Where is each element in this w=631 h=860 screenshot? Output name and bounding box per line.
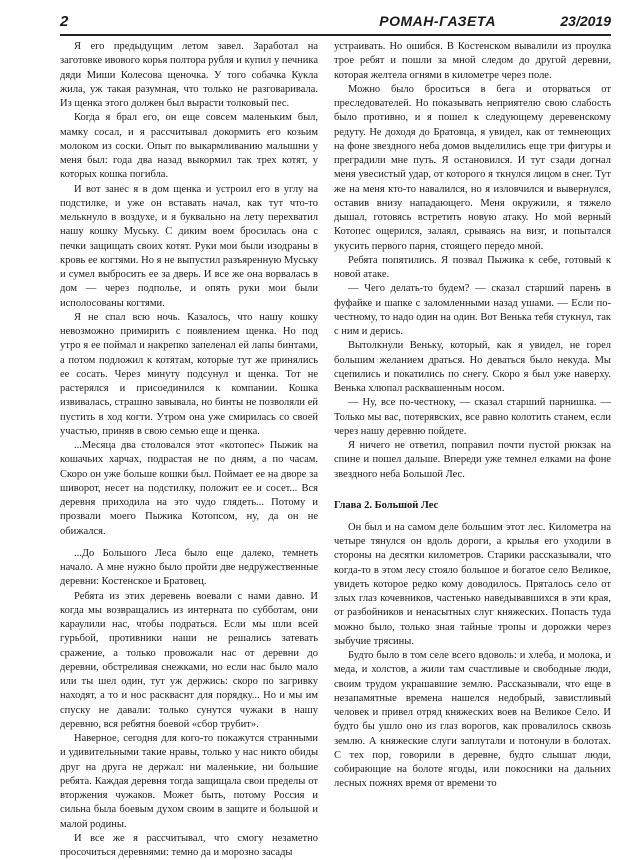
paragraph: Ребята из этих деревень воевали с нами давно. И когда мы возвращались из интерната по субботам, они караулили нас, чтобы подраться. Если мы шли всей гурьбой, противники наши не решались затевать сражение, а только провожали нас от деревни до деревни, обстреливая снежками, но если нас было мало или ты шел один, тут уж держись: скоро по загривку находят, а то и нос раскваснт для порядку... Но и мы им спуску не давали: только сунутся чужаки в нашу деревню, вся ребятня боевой «сбор трубит». — [60, 590, 318, 730]
paragraph: Он был и на самом деле большим этот лес. Километра на четыре тянулся он вдоль дороги, а крылья его уходили в стороны на десятки километров. Старики рассказывали, что когда-то в этом лесу стояло большое и богатое село Великое, увидеть которое редко кому доводилось. Пряталось село от злых глаз кочевников, частенько наведывавшихся в эти края, от разбойников и ненасытных слуг княжеских. Попасть туда можно было, только зная тайные тропы и дорожки через зыбучие трясины. — [334, 521, 611, 647]
paragraph: Наверное, сегодня для кого-то покажутся странными и удивительными такие нравы, только у нас никто обиды друг на друга не держал: ни маленькие, ни большие ребята. Каждая деревня тогда защищала свои пределы от вторжения чужаков. Может быть, потому Россия и сильна была боевым духом своим в защите и большой и малой родины. — [60, 733, 318, 830]
dialogue-paragraph: — Ну, все по-честноку, — сказал старший парнишка. — Только мы вас, потерявских, все равно колотить станем, если через нашу деревню пойдете. — [334, 397, 611, 437]
paragraph: ...Месяца два столовался этот «котопес» Пыжик на кошачьих харчах, подрастая не по дням, а по часам. Скоро он уже больше кошки был. Поймает ее на дворе за шиворот, несет на подстилку, положит ее и сосет... Вся деревня приходила на это чудо глядеть... Потому и прозвали моего Пыжика Котопсом, ну, да он не обижался. — [60, 440, 318, 537]
paragraph: Я не спал всю ночь. Казалось, что нашу кошку невозможно примирить с появлением щенка. Но под утро я ее поймал и накрепко запеленал ей лапы бинтами, а потом подложил к котятам, которые тут же принялись ее сосать. Через минуту подсунул и щенка. Тот не растерялся и присоединился к компании. Кошка извивалась, страшно завывала, но бинты не позволяли ей пустить в ход когти. Утром она уже смирилась со своей участью, приняв в свою семью еще и щенка. — [60, 311, 318, 437]
paragraph: устраивать. Но ошибся. В Костенском вывалили из проулка трое ребят и пошли за мной следом до другой деревни, которая желтела огнями в километре через поле. — [334, 41, 611, 81]
paragraph: Когда я брал его, он еще совсем маленьким был, мамку сосал, и я рассчитывал докормить его козьим молоком из соски. Опыт по выкармливанию малышни у меня был: года два назад выкормил так трех котят, у которых кошка погибла. — [60, 112, 318, 181]
paragraph: И все же я рассчитывал, что смогу незаметно просочиться деревнями: темно да и морозно засады — [60, 832, 318, 858]
paragraph: ...До Большого Леса было еще далеко, темнеть начало. А мне нужно было пройти две недружественные деревни: Костенское и Братовец. — [60, 547, 318, 588]
running-header — [60, 14, 611, 36]
page-number: 2 — [60, 13, 69, 30]
magazine-title: РОМАН-ГАЗЕТА — [379, 13, 496, 29]
paragraph: Вытолкнули Веньку, который, как я увидел, не горел большим желанием драться. Но деваться было некуда. Мы сцепились и покатились по снегу. Скоро я был уже наверху. Венька хлюпал расквашенным носом. — [334, 340, 611, 394]
left-column — [60, 40, 318, 860]
paragraph: Ребята попятились. Я позвал Пыжика к себе, готовый к новой атаке. — [334, 254, 611, 280]
paragraph: Можно было броситься в бега и оторваться от преследователей. Но показывать неприятелю свою слабость было противно, и я пошел к следующему деревенскому редуту. Не доходя до Братовца, я увидел, как от темнеющих на фоне звездного неба домов выделились еще три фигуры и преградили мне путь. Я остановился. И тут сзади догнал меня увесистый удар, от которого я ткнулся лицом в снег. Тут же на меня кто-то навалился, но я изловчился и вывернулся, оставив внизу нападающего. Меня окружили, я тяжело дышал, готовясь встретить новую атаку. Но мой верный Котопес ощерился, залаял, срываясь на визг, и попытался укусить первого парня, стоящего передо мной. — [334, 83, 611, 252]
paragraph: Я ничего не ответил, поправил почти пустой рюкзак на спине и пошел дальше. Впереди уже темнел елками на фоне звездного неба Большой Лес. — [334, 440, 611, 480]
paragraph: Я его предыдущим летом завел. Заработал на заготовке ивового корья полтора рубля и купил у печника дяди Миши Колесова щеночка. У того собачка Кукла жила, уж такая разумная, что только не разговаривала. Из щенка этого должен был вырасти толковый пес. — [60, 41, 318, 109]
paragraph: Будто было в том селе всего вдоволь: и хлеба, и молока, и меда, и холстов, а жили там счастливые и свободные люди, своим трудом украшавшие землю. Рассказывали, что еще в незапамятные времена нашелся недобрый, завистливый человек и привел отряд княжеских воев на Великое Село. И будто бы ушло оно из глаз ворогов, как провалилось сквозь землю. А княжеские слуги заплутали и потонули в болотах. С тех пор, говорили в деревне, будто слышат люди, собирающие на болоте ягоды, или покосники на дальних лесных пожнях время от времени то — [334, 650, 611, 790]
right-column — [334, 40, 611, 792]
chapter-heading: Глава 2. Большой Лес — [334, 499, 439, 511]
issue-number: 23/2019 — [560, 13, 611, 29]
dialogue-paragraph: — Чего делать-то будем? — сказал старший парень в фуфайке и шапке с заломленными назад ушами. — Если по-честному, то надо один на один. Вот Венька тебя стукнул, так с ним и дерись. — [334, 283, 611, 337]
paragraph: И вот занес я в дом щенка и устроил его в углу на подстилке, и уже он вставать начал, как тут что-то мелькнуло в воздухе, и я буквально на лету перехватил нашу кошку Муську. С диким воем бросилась она с печки защищать своих котят. Руки мои были изодраны в кровь ее когтями. Но я не выпустил разъяренную Муську и сумел выбросить ее за дверь. И все же она ворвалась в дом — через подполье, и опять руки мои были исполосованы когтями. — [60, 183, 318, 309]
